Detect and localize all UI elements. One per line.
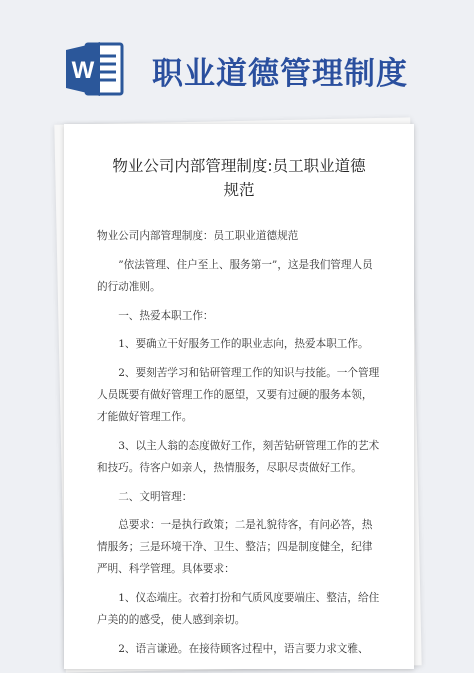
paragraph-item-1-1: 1、要确立干好服务工作的职业志向，热爱本职工作。 xyxy=(118,338,369,350)
svg-text:W: W xyxy=(71,57,95,84)
document-page xyxy=(64,124,414,669)
banner xyxy=(0,0,474,118)
document-title-line-2: 规范 xyxy=(223,181,255,199)
word-document-icon xyxy=(64,38,126,100)
paragraph-item-1-3: 3、以主人翁的态度做好工作，刻苦钻研管理工作的艺术和技巧。待客户如亲人，热情服务，尽职尽责做好工作。 xyxy=(97,440,380,474)
paragraph-item-2-1: 1、仪态端庄。衣着打扮和气质风度要端庄、整洁，给住户美的的感受，使人感到亲切。 xyxy=(97,592,380,626)
paragraph-item-1-2: 2、要刻苦学习和钻研管理工作的知识与技能。一个管理人员既要有做好管理工作的愿望，又要有过硬的服务本领，才能做好管理工作。 xyxy=(97,367,380,423)
paragraph-motto: ”依法管理、住户至上、服务第一”，这是我们管理人员的行动准则。 xyxy=(97,259,373,293)
paragraph-item-2-2: 2、语言谦逊。在接待顾客过程中，语言要力求文雅、 xyxy=(118,643,369,655)
section-heading-2: 二、文明管理： xyxy=(118,491,193,503)
document-title-line-1: 物业公司内部管理制度:员工职业道德 xyxy=(112,157,366,175)
document-body xyxy=(97,225,381,667)
section-heading-1: 一、热爱本职工作： xyxy=(118,310,214,322)
document-title xyxy=(84,154,394,202)
paragraph-general-requirements: 总要求：一是执行政策；二是礼貌待客，有问必答，热情服务；三是环境干净、卫生、整洁；四是制度健全，纪律严明、科学管理。具体要求： xyxy=(97,519,373,575)
banner-title: 职业道德管理制度 xyxy=(152,56,408,92)
paragraph-heading: 物业公司内部管理制度：员工职业道德规范 xyxy=(97,230,299,242)
